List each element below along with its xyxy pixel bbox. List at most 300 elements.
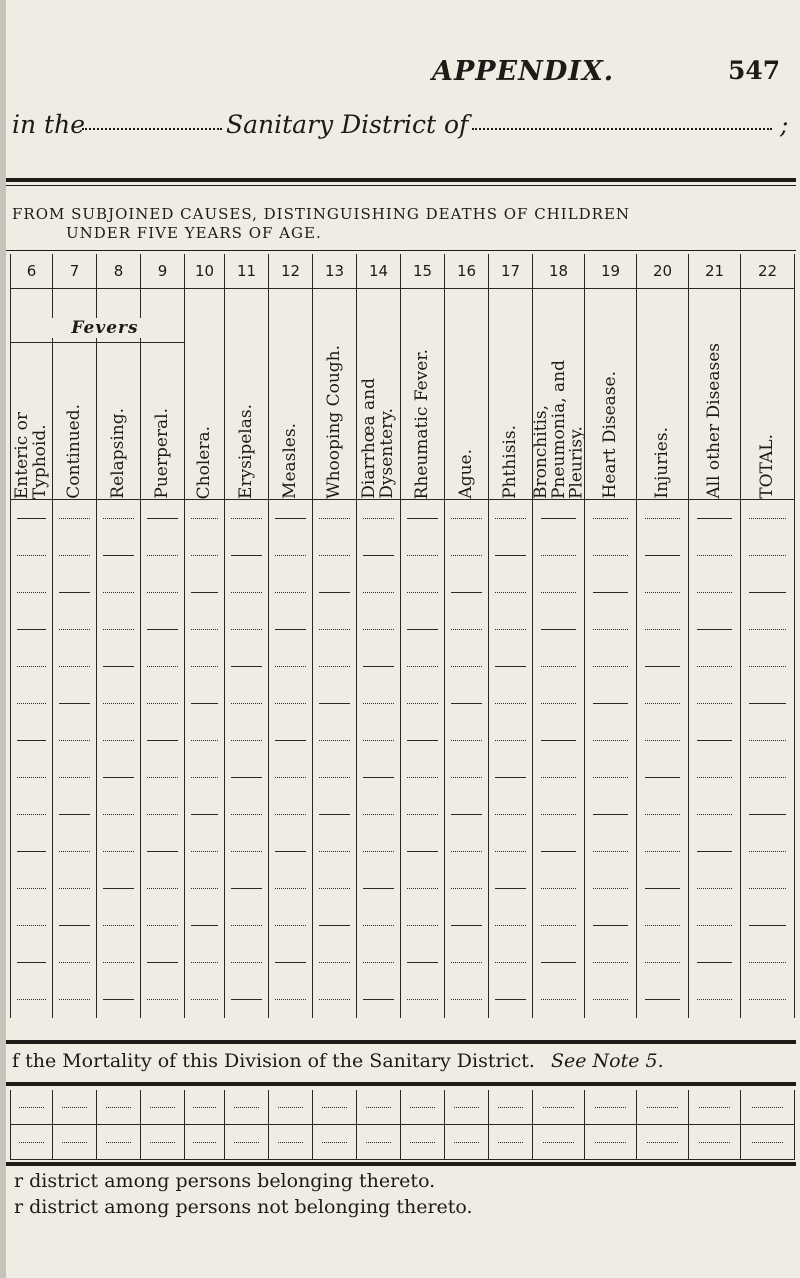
column-label: Heart Disease. bbox=[599, 371, 620, 499]
blank-dash bbox=[17, 555, 46, 556]
table-cell bbox=[689, 500, 741, 538]
table-cell bbox=[11, 833, 53, 870]
summary-cell bbox=[637, 1090, 689, 1125]
blank-dash bbox=[407, 518, 437, 519]
summary-cell bbox=[225, 1125, 269, 1160]
table-cell bbox=[401, 500, 445, 538]
table-cell bbox=[741, 833, 795, 870]
table-cell bbox=[489, 648, 533, 685]
blank-dash bbox=[17, 666, 46, 667]
table-cell bbox=[689, 574, 741, 611]
table-cell bbox=[637, 500, 689, 538]
table-cell bbox=[97, 574, 141, 611]
footnote-1: r district among persons belonging thereto. bbox=[14, 1170, 436, 1192]
table-cell bbox=[225, 722, 269, 759]
blank-dash bbox=[645, 851, 681, 852]
table-cell bbox=[445, 611, 489, 648]
table-cell bbox=[585, 722, 637, 759]
summary-cell bbox=[269, 1090, 313, 1125]
blank-dash bbox=[451, 888, 481, 889]
table-cell bbox=[357, 648, 401, 685]
blank-dash bbox=[275, 629, 305, 630]
table-cell bbox=[637, 907, 689, 944]
blank-dash bbox=[410, 1142, 436, 1143]
table-cell bbox=[689, 722, 741, 759]
blank-dash bbox=[749, 518, 786, 519]
table-row bbox=[11, 574, 795, 611]
table-cell bbox=[445, 685, 489, 722]
blank-dash bbox=[697, 888, 733, 889]
blank-dash bbox=[191, 740, 218, 741]
column-number: 8 bbox=[97, 254, 141, 289]
rule bbox=[6, 185, 796, 186]
table-cell bbox=[269, 611, 313, 648]
blank-dash bbox=[749, 814, 786, 815]
blank-dash bbox=[147, 851, 177, 852]
blank-dash bbox=[103, 814, 133, 815]
blank-dash bbox=[231, 999, 261, 1000]
table-cell bbox=[53, 759, 97, 796]
blank-dash bbox=[322, 1107, 348, 1108]
table-cell bbox=[53, 500, 97, 538]
blank-dash bbox=[147, 925, 177, 926]
summary-cell bbox=[11, 1090, 53, 1125]
blank-dash bbox=[319, 740, 349, 741]
blank-dash bbox=[363, 666, 393, 667]
table-cell bbox=[269, 796, 313, 833]
table-cell bbox=[357, 611, 401, 648]
summary-cell bbox=[53, 1125, 97, 1160]
table-cell bbox=[489, 981, 533, 1018]
column-label: Injuries. bbox=[651, 427, 672, 499]
table-cell bbox=[357, 759, 401, 796]
blank-dash bbox=[59, 740, 89, 741]
blank-dash bbox=[103, 666, 133, 667]
table-cell bbox=[357, 537, 401, 574]
table-cell bbox=[689, 611, 741, 648]
blank-dash bbox=[645, 555, 681, 556]
blank-dash bbox=[495, 555, 525, 556]
blank-dash bbox=[17, 925, 46, 926]
table-cell bbox=[97, 685, 141, 722]
column-header bbox=[401, 289, 445, 500]
table-cell bbox=[313, 796, 357, 833]
table-cell bbox=[269, 648, 313, 685]
blank-dash bbox=[697, 518, 733, 519]
blank-dash bbox=[407, 592, 437, 593]
blank-dash bbox=[593, 851, 629, 852]
blank-dash bbox=[59, 703, 89, 704]
blank-dash bbox=[495, 518, 525, 519]
blank-dash bbox=[697, 740, 733, 741]
blank-dash bbox=[407, 777, 437, 778]
blank-dash bbox=[451, 592, 481, 593]
table-cell bbox=[401, 870, 445, 907]
blank-dash bbox=[454, 1142, 480, 1143]
blank-dash bbox=[319, 962, 349, 963]
blank-dash bbox=[191, 555, 218, 556]
table-cell bbox=[313, 981, 357, 1018]
table-cell bbox=[313, 537, 357, 574]
table-cell bbox=[401, 907, 445, 944]
summary-cell bbox=[53, 1090, 97, 1125]
table-cell bbox=[489, 944, 533, 981]
table-cell bbox=[269, 907, 313, 944]
table-cell bbox=[489, 685, 533, 722]
table-cell bbox=[53, 981, 97, 1018]
blank-dash bbox=[275, 925, 305, 926]
blank-dash bbox=[150, 1107, 176, 1108]
blank-dash bbox=[191, 592, 218, 593]
table-cell bbox=[741, 870, 795, 907]
blank-dash bbox=[645, 925, 681, 926]
table-cell bbox=[489, 722, 533, 759]
column-label: Enteric or Typhoid. bbox=[11, 411, 50, 499]
blank-dash bbox=[17, 777, 46, 778]
blank-dash bbox=[410, 1107, 436, 1108]
blank-dash bbox=[319, 629, 349, 630]
mortality-table bbox=[10, 254, 795, 1018]
table-cell bbox=[97, 833, 141, 870]
blank-dash bbox=[645, 629, 681, 630]
table-cell bbox=[445, 537, 489, 574]
table-cell bbox=[585, 981, 637, 1018]
table-cell bbox=[741, 759, 795, 796]
table-cell bbox=[97, 500, 141, 538]
table-cell bbox=[185, 574, 225, 611]
blank-dash bbox=[495, 814, 525, 815]
blank-dash bbox=[407, 888, 437, 889]
column-number: 18 bbox=[533, 254, 585, 289]
table-cell bbox=[313, 574, 357, 611]
column-label: Relapsing. bbox=[107, 408, 128, 499]
blank-dash bbox=[541, 962, 577, 963]
table-cell bbox=[185, 722, 225, 759]
table-cell bbox=[141, 500, 185, 538]
blank-dash bbox=[593, 703, 629, 704]
blank-dash bbox=[59, 925, 89, 926]
table-cell bbox=[445, 500, 489, 538]
blank-dash bbox=[147, 703, 177, 704]
table-cell bbox=[445, 981, 489, 1018]
summary-cell bbox=[185, 1090, 225, 1125]
summary-cell bbox=[445, 1125, 489, 1160]
blank-dash bbox=[319, 518, 349, 519]
table-cell bbox=[401, 574, 445, 611]
blank-dash bbox=[593, 740, 629, 741]
blank-dash bbox=[191, 851, 218, 852]
blank-dash bbox=[543, 1142, 574, 1143]
table-cell bbox=[313, 907, 357, 944]
table-cell bbox=[585, 796, 637, 833]
summary-cell bbox=[185, 1125, 225, 1160]
blank-dash bbox=[17, 740, 46, 741]
blank-dash bbox=[595, 1107, 626, 1108]
table-cell bbox=[97, 981, 141, 1018]
table-cell bbox=[53, 796, 97, 833]
table-row bbox=[11, 759, 795, 796]
blank-dash bbox=[103, 740, 133, 741]
blank-dash bbox=[231, 555, 261, 556]
table-cell bbox=[185, 944, 225, 981]
blank-dash bbox=[59, 777, 89, 778]
table-cell bbox=[313, 722, 357, 759]
column-label: TOTAL. bbox=[756, 434, 777, 499]
rule bbox=[6, 1082, 796, 1086]
blank-dash bbox=[17, 518, 46, 519]
table-cell bbox=[53, 944, 97, 981]
table-cell bbox=[585, 870, 637, 907]
blank-dash bbox=[103, 629, 133, 630]
blank-dash bbox=[697, 777, 733, 778]
blank-dash bbox=[275, 962, 305, 963]
table-cell bbox=[585, 574, 637, 611]
table-cell bbox=[445, 574, 489, 611]
blank-dash bbox=[59, 888, 89, 889]
column-label: Ague. bbox=[455, 449, 476, 499]
blank-dash bbox=[19, 1107, 44, 1108]
blank-dash bbox=[645, 592, 681, 593]
table-cell bbox=[11, 537, 53, 574]
page-number: 547 bbox=[728, 56, 781, 85]
summary-cell bbox=[97, 1090, 141, 1125]
causes-heading-line1: FROM SUBJOINED CAUSES, DISTINGUISHING DEATHS OF CHILDREN bbox=[12, 205, 631, 223]
blank-dash bbox=[275, 888, 305, 889]
table-cell bbox=[637, 574, 689, 611]
table-cell bbox=[225, 870, 269, 907]
table-row bbox=[11, 870, 795, 907]
table-cell bbox=[401, 833, 445, 870]
table-cell bbox=[97, 796, 141, 833]
summary-table bbox=[10, 1090, 795, 1160]
page-binding-edge bbox=[0, 0, 6, 1278]
blank-dash bbox=[147, 888, 177, 889]
blank-dash bbox=[231, 666, 261, 667]
table-cell bbox=[225, 500, 269, 538]
blank-dash bbox=[17, 888, 46, 889]
column-header bbox=[489, 289, 533, 500]
blank-dash bbox=[645, 777, 681, 778]
blank-dash bbox=[363, 555, 393, 556]
blank-dash bbox=[498, 1107, 524, 1108]
table-cell bbox=[11, 796, 53, 833]
table-cell bbox=[11, 759, 53, 796]
blank-dash bbox=[752, 1107, 784, 1108]
table-cell bbox=[53, 870, 97, 907]
blank-dash bbox=[697, 851, 733, 852]
blank-dash bbox=[231, 925, 261, 926]
blank-dash bbox=[752, 1142, 784, 1143]
table-cell bbox=[533, 722, 585, 759]
table-cell bbox=[637, 944, 689, 981]
blank-dash bbox=[231, 703, 261, 704]
blank-dash bbox=[541, 555, 577, 556]
district-prefix: in the bbox=[12, 110, 85, 139]
table-cell bbox=[313, 833, 357, 870]
blank-dash bbox=[593, 629, 629, 630]
summary-cell bbox=[489, 1090, 533, 1125]
table-cell bbox=[357, 944, 401, 981]
table-cell bbox=[533, 500, 585, 538]
column-label: Cholera. bbox=[193, 425, 214, 499]
blank-dash bbox=[147, 740, 177, 741]
column-header bbox=[269, 289, 313, 500]
table-cell bbox=[225, 796, 269, 833]
blank-dash bbox=[645, 814, 681, 815]
column-label: Whooping Cough. bbox=[323, 345, 344, 499]
column-label: Puerperal. bbox=[151, 408, 172, 499]
blank-dash bbox=[103, 962, 133, 963]
table-cell bbox=[445, 833, 489, 870]
blank-dash bbox=[749, 666, 786, 667]
table-cell bbox=[689, 759, 741, 796]
blank-dash bbox=[363, 888, 393, 889]
blank-dash bbox=[645, 999, 681, 1000]
blank-dash bbox=[319, 777, 349, 778]
rule bbox=[6, 1040, 796, 1044]
blank-dash bbox=[697, 962, 733, 963]
blank-dash bbox=[451, 777, 481, 778]
table-cell bbox=[585, 833, 637, 870]
table-cell bbox=[585, 759, 637, 796]
blank-dash bbox=[407, 962, 437, 963]
blank-dash bbox=[319, 592, 349, 593]
blank-dash bbox=[541, 703, 577, 704]
blank-dash bbox=[541, 666, 577, 667]
table-cell bbox=[141, 611, 185, 648]
blank-dash bbox=[407, 851, 437, 852]
blank-dash bbox=[749, 629, 786, 630]
table-cell bbox=[97, 537, 141, 574]
table-cell bbox=[689, 648, 741, 685]
blank-dash bbox=[363, 518, 393, 519]
table-cell bbox=[11, 870, 53, 907]
blank-dash bbox=[191, 888, 218, 889]
table-cell bbox=[225, 907, 269, 944]
blank-dash bbox=[59, 814, 89, 815]
summary-cell bbox=[225, 1090, 269, 1125]
blank-dash bbox=[541, 740, 577, 741]
blank-dash bbox=[17, 592, 46, 593]
table-cell bbox=[357, 833, 401, 870]
column-label: Bronchitis, Pneumonia, and Pleurisy. bbox=[531, 359, 587, 499]
blank-dash bbox=[451, 555, 481, 556]
summary-cell bbox=[533, 1125, 585, 1160]
blank-dash bbox=[103, 703, 133, 704]
table-cell bbox=[689, 833, 741, 870]
blank-dash bbox=[495, 851, 525, 852]
column-number: 9 bbox=[141, 254, 185, 289]
blank-dash bbox=[495, 592, 525, 593]
blank-dash bbox=[363, 851, 393, 852]
table-cell bbox=[97, 648, 141, 685]
running-title: APPENDIX. bbox=[432, 56, 615, 87]
blank-dash bbox=[407, 703, 437, 704]
table-cell bbox=[357, 981, 401, 1018]
mortality-note-see: See Note 5. bbox=[551, 1050, 664, 1072]
table-cell bbox=[533, 944, 585, 981]
table-cell bbox=[269, 500, 313, 538]
blank-dash bbox=[593, 814, 629, 815]
blank-dash bbox=[749, 851, 786, 852]
table-cell bbox=[185, 796, 225, 833]
summary-cell bbox=[585, 1090, 637, 1125]
table-cell bbox=[585, 537, 637, 574]
table-cell bbox=[225, 981, 269, 1018]
blank-dash bbox=[275, 851, 305, 852]
blank-dash bbox=[541, 777, 577, 778]
blank-dash bbox=[17, 962, 46, 963]
blank-dash bbox=[697, 629, 733, 630]
rule bbox=[6, 250, 796, 251]
blank-dash bbox=[234, 1142, 260, 1143]
table-cell bbox=[185, 537, 225, 574]
table-cell bbox=[141, 759, 185, 796]
blank-dash bbox=[150, 1142, 176, 1143]
blank-dash bbox=[749, 888, 786, 889]
blank-dash bbox=[495, 629, 525, 630]
blank-dash bbox=[407, 740, 437, 741]
table-cell bbox=[489, 796, 533, 833]
blank-dash bbox=[275, 777, 305, 778]
blank-dash bbox=[749, 592, 786, 593]
blank-dash bbox=[319, 666, 349, 667]
table-cell bbox=[141, 537, 185, 574]
blank-dash bbox=[697, 925, 733, 926]
blank-dash bbox=[59, 999, 89, 1000]
fevers-group-rule bbox=[10, 342, 184, 343]
table-cell bbox=[533, 870, 585, 907]
column-number: 10 bbox=[185, 254, 225, 289]
table-cell bbox=[689, 981, 741, 1018]
table-cell bbox=[141, 796, 185, 833]
table-cell bbox=[533, 574, 585, 611]
summary-cell bbox=[11, 1125, 53, 1160]
table-cell bbox=[185, 648, 225, 685]
table-cell bbox=[741, 611, 795, 648]
column-label: Erysipelas. bbox=[235, 404, 256, 499]
blank-dash bbox=[319, 555, 349, 556]
table-cell bbox=[585, 611, 637, 648]
blank-dash bbox=[231, 629, 261, 630]
table-cell bbox=[489, 500, 533, 538]
table-cell bbox=[141, 907, 185, 944]
table-cell bbox=[141, 574, 185, 611]
blank-dash bbox=[147, 814, 177, 815]
blank-dash bbox=[103, 518, 133, 519]
column-header bbox=[689, 289, 741, 500]
table-cell bbox=[53, 611, 97, 648]
blank-dash bbox=[749, 740, 786, 741]
blank-dash bbox=[363, 962, 393, 963]
blank-dash bbox=[407, 999, 437, 1000]
mortality-note-text: f the Mortality of this Division of the Sanitary District. bbox=[12, 1050, 535, 1072]
blank-dash bbox=[191, 777, 218, 778]
table-cell bbox=[489, 574, 533, 611]
blank-dash bbox=[697, 814, 733, 815]
blank-dash bbox=[62, 1107, 88, 1108]
blank-dash bbox=[593, 888, 629, 889]
blank-dash bbox=[699, 1107, 730, 1108]
blank-dash bbox=[322, 1142, 348, 1143]
table-cell bbox=[97, 870, 141, 907]
blank-dash bbox=[451, 962, 481, 963]
blank-dash bbox=[319, 814, 349, 815]
table-cell bbox=[401, 537, 445, 574]
blank-dash bbox=[231, 518, 261, 519]
fevers-group-label: Fevers bbox=[30, 318, 180, 338]
blank-dash bbox=[147, 666, 177, 667]
